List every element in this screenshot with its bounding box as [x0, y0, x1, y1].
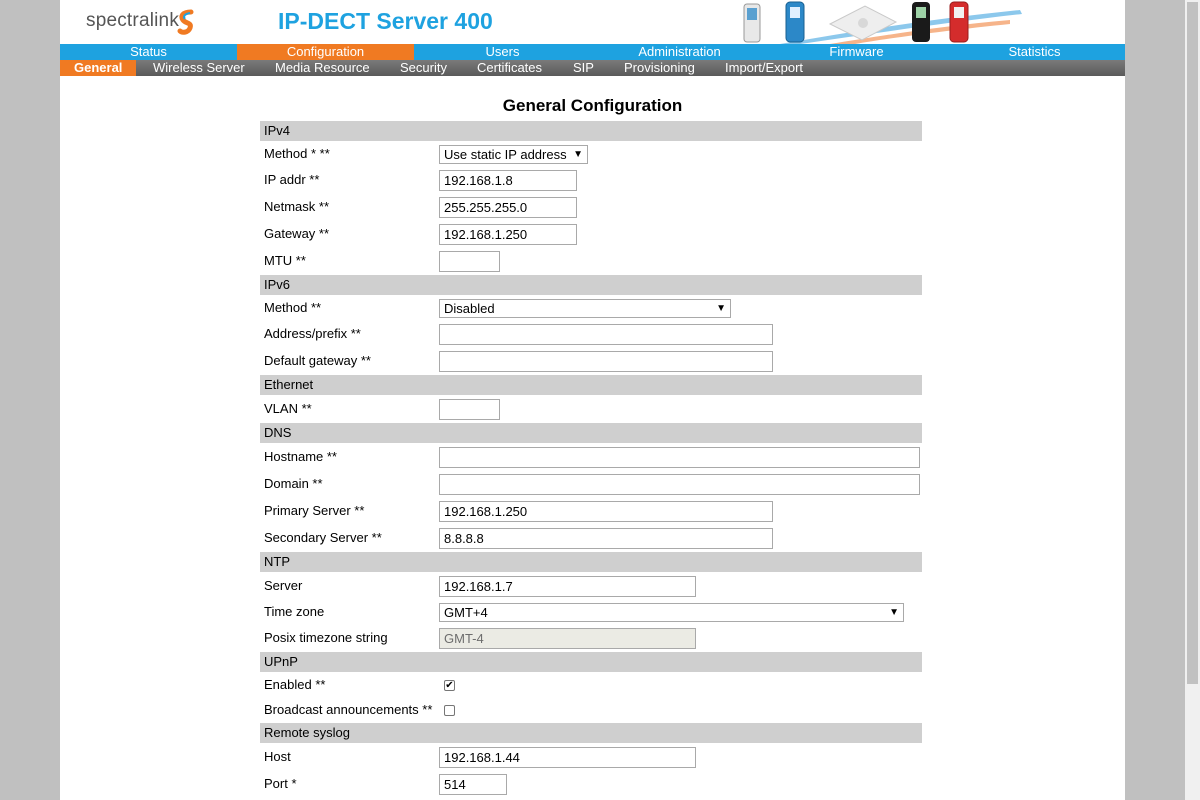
header	[60, 0, 1125, 44]
device-banner-image	[680, 0, 1040, 44]
ipv4-netmask-label: Netmask **	[264, 199, 330, 214]
dns-secondary-label: Secondary Server **	[264, 530, 382, 545]
ipv4-method-value: Use static IP address	[444, 147, 567, 162]
sub-nav	[60, 60, 1125, 76]
sub-nav-certificates[interactable]: Certificates	[477, 60, 543, 75]
sub-nav-media-resource[interactable]: Media Resource	[275, 60, 370, 75]
sub-nav-general[interactable]: General	[60, 60, 136, 76]
ipv4-method-select[interactable]	[439, 145, 588, 164]
main-nav-status[interactable]: Status	[130, 44, 167, 59]
ntp-timezone-select[interactable]	[439, 603, 904, 622]
syslog-host-label: Host	[264, 749, 291, 764]
ipv4-method-label: Method * **	[264, 146, 330, 161]
main-nav-configuration[interactable]: Configuration	[237, 44, 414, 60]
ntp-timezone-label: Time zone	[264, 604, 325, 619]
main-nav	[60, 44, 1125, 60]
ipv4-mtu-input[interactable]	[439, 251, 500, 272]
ntp-server-label: Server	[264, 578, 303, 593]
section-header-upnp: UPnP	[260, 652, 922, 672]
main-nav-users[interactable]: Users	[485, 44, 520, 59]
upnp-enabled-label: Enabled **	[264, 677, 326, 692]
sub-nav-wireless-server[interactable]: Wireless Server	[153, 60, 245, 75]
checkmark-icon: ✔	[445, 680, 454, 691]
main-nav-administration[interactable]: Administration	[638, 44, 721, 59]
main-nav-statistics[interactable]: Statistics	[1008, 44, 1061, 59]
ipv6-method-value: Disabled	[444, 301, 495, 316]
upnp-broadcast-label: Broadcast announcements **	[264, 702, 433, 717]
dns-primary-input[interactable]: 192.168.1.250	[439, 501, 773, 522]
ethernet-vlan-input[interactable]	[439, 399, 500, 420]
dropdown-arrow-icon: ▼	[889, 607, 899, 618]
dns-hostname-input[interactable]	[439, 447, 920, 468]
sub-nav-import-export[interactable]: Import/Export	[725, 60, 804, 75]
dns-secondary-input[interactable]: 8.8.8.8	[439, 528, 773, 549]
ipv4-netmask-input[interactable]: 255.255.255.0	[439, 197, 577, 218]
main-nav-firmware[interactable]: Firmware	[829, 44, 884, 59]
syslog-port-label: Port *	[264, 776, 297, 791]
sub-nav-sip[interactable]: SIP	[573, 60, 594, 75]
dns-domain-label: Domain **	[264, 476, 323, 491]
syslog-port-input[interactable]: 514	[439, 774, 507, 795]
ipv6-method-select[interactable]	[439, 299, 731, 318]
ipv6-gateway-label: Default gateway **	[264, 353, 371, 368]
section-header-ipv6: IPv6	[260, 275, 922, 295]
ipv4-mtu-label: MTU **	[264, 253, 306, 268]
syslog-host-input[interactable]: 192.168.1.44	[439, 747, 696, 768]
ntp-server-input[interactable]: 192.168.1.7	[439, 576, 696, 597]
section-header-ipv4: IPv4	[260, 121, 922, 141]
sub-nav-security[interactable]: Security	[400, 60, 447, 75]
page	[60, 0, 1125, 800]
dns-hostname-label: Hostname **	[264, 449, 337, 464]
ntp-timezone-value: GMT+4	[444, 605, 488, 620]
spectralink-logo-mark-icon	[177, 9, 195, 37]
section-header-ethernet: Ethernet	[260, 375, 922, 395]
dropdown-arrow-icon: ▼	[573, 149, 583, 160]
ethernet-vlan-label: VLAN **	[264, 401, 312, 416]
ipv4-gateway-label: Gateway **	[264, 226, 330, 241]
dns-primary-label: Primary Server **	[264, 503, 365, 518]
scrollbar-thumb[interactable]	[1187, 2, 1198, 684]
vertical-scrollbar[interactable]	[1185, 0, 1200, 800]
ipv6-gateway-input[interactable]	[439, 351, 773, 372]
ntp-posix-input: GMT-4	[439, 628, 696, 649]
ipv4-ip-label: IP addr **	[264, 172, 320, 187]
ipv6-method-label: Method **	[264, 300, 322, 315]
ntp-posix-label: Posix timezone string	[264, 630, 388, 645]
upnp-broadcast-checkbox[interactable]	[444, 705, 455, 716]
section-header-dns: DNS	[260, 423, 922, 443]
section-header-ntp: NTP	[260, 552, 922, 572]
dropdown-arrow-icon: ▼	[716, 303, 726, 314]
dns-domain-input[interactable]	[439, 474, 920, 495]
sub-nav-provisioning[interactable]: Provisioning	[624, 60, 695, 75]
ipv6-address-input[interactable]	[439, 324, 773, 345]
ipv6-address-label: Address/prefix **	[264, 326, 361, 341]
page-title: General Configuration	[502, 96, 683, 115]
upnp-enabled-checkbox[interactable]	[444, 680, 455, 691]
ipv4-gateway-input[interactable]: 192.168.1.250	[439, 224, 577, 245]
section-header-remote-syslog: Remote syslog	[260, 723, 922, 743]
product-title: IP-DECT Server 400	[278, 8, 493, 34]
spectralink-logo[interactable]: spectralink	[86, 10, 180, 31]
ipv4-ip-input[interactable]: 192.168.1.8	[439, 170, 577, 191]
